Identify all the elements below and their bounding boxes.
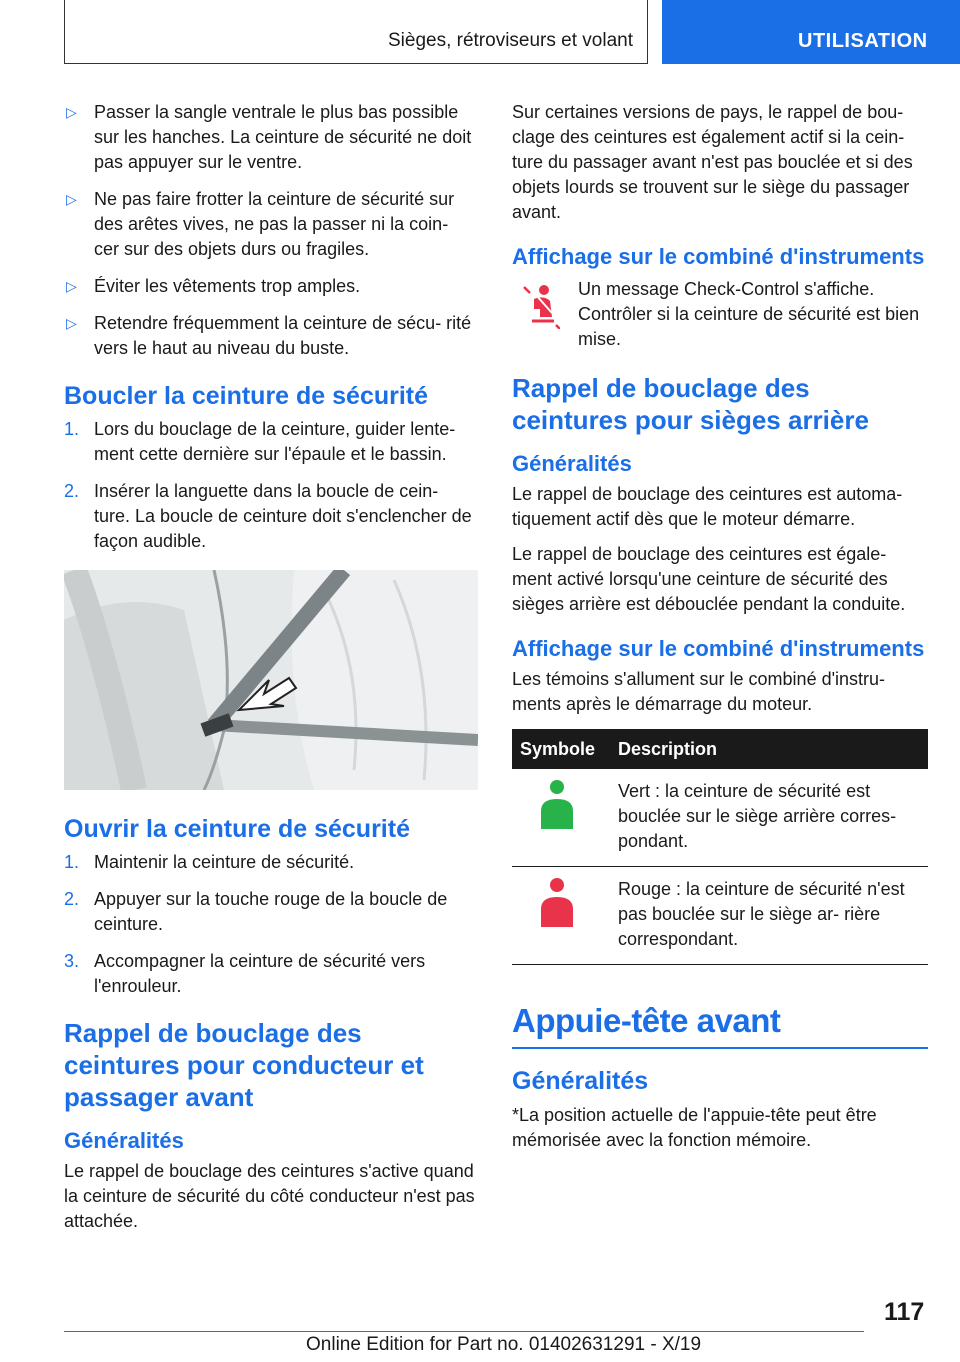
- header-chapter-box: [662, 0, 960, 64]
- body-text: Le rappel de bouclage des ceintures est automa- tiquement actif dès que le moteur démarre.: [512, 484, 903, 529]
- body-text: Le rappel de bouclage des ceintures est égale- ment activé lorsqu'une ceinture de sécurité des sièges arrière est débouclée pendant la conduite.: [512, 544, 906, 614]
- table-row: [512, 867, 928, 965]
- step-item: 2. Appuyer sur la touche rouge de la boucle de ceinture.: [64, 889, 448, 934]
- table-row: [512, 769, 928, 867]
- table-header-description: Description: [610, 729, 928, 769]
- body-text: Sur certaines versions de pays, le rappel de bou- clage des ceintures est également actif si la cein- ture du passager avant n'est pas bouclée et si des objets lourds se trouvent sur le siège du passager avant.: [512, 102, 913, 222]
- body-text: Le rappel de bouclage des ceintures s'active quand la ceinture de sécurité du côté conducteur n'est pas attachée.: [64, 1161, 475, 1231]
- right-column: [512, 100, 928, 1163]
- list-item: ▷ Passer la sangle ventrale le plus bas possible sur les hanches. La ceinture de sécurité ne doit pas appuyer sur le ventre.: [66, 102, 472, 172]
- red-occupant-icon: [539, 877, 575, 929]
- list-item: ▷ Ne pas faire frotter la ceinture de sécurité sur des arêtes vives, ne pas la passer ni la coin- cer sur des objets durs ou fragiles.: [66, 189, 455, 259]
- section-title-reminder-front: Rappel de bouclage des ceintures pour conducteur et passager avant: [64, 1018, 424, 1112]
- seatbelt-warning-icon: [520, 283, 560, 329]
- triangle-bullet-icon: ▷: [66, 278, 77, 294]
- table-cell-symbol: [512, 769, 610, 867]
- page-number: 117: [884, 1298, 925, 1326]
- subsection-title: Généralités: [512, 451, 632, 476]
- seatbelt-illustration: [64, 570, 478, 790]
- step-item: 3. Accompagner la ceinture de sécurité vers l'enrouleur.: [64, 951, 426, 996]
- step-item: 1. Maintenir la ceinture de sécurité.: [64, 852, 355, 872]
- table-header-row: [512, 729, 928, 769]
- subsection-title: Généralités: [64, 1128, 184, 1153]
- body-text: Les témoins s'allument sur le combiné d'instru- ments après le démarrage du moteur.: [512, 669, 886, 714]
- table-cell-symbol: [512, 867, 610, 965]
- footer-edition: Online Edition for Part no. 01402631291 - X/19: [306, 1334, 702, 1355]
- list-item: ▷ Éviter les vêtements trop amples.: [64, 274, 478, 299]
- header-section-title: Sièges, rétroviseurs et volant: [387, 30, 633, 51]
- subsection-title: Affichage sur le combiné d'instruments: [512, 244, 925, 269]
- title-underline: [512, 1047, 928, 1049]
- triangle-bullet-icon: ▷: [66, 191, 77, 207]
- subsection-title: Affichage sur le combiné d'instruments: [512, 636, 925, 661]
- body-text: *La position actuelle de l'appuie-tête peut être mémorisée avec la fonction mémoire.: [512, 1105, 877, 1150]
- step-item: 2. Insérer la languette dans la boucle de cein- ture. La boucle de ceinture doit s'enclencher de façon audible.: [64, 481, 472, 551]
- section-title-reminder-rear: Rappel de bouclage des ceintures pour sièges arrière: [512, 373, 869, 435]
- triangle-bullet-icon: ▷: [66, 315, 77, 331]
- left-column: [64, 100, 478, 1244]
- table-cell-description: Vert : la ceinture de sécurité est bouclée sur le siège arrière corres- pondant.: [610, 769, 928, 867]
- step-item: 1. Lors du bouclage de la ceinture, guider lente- ment cette dernière sur l'épaule et le bassin.: [64, 419, 456, 464]
- header-chapter-title: UTILISATION: [798, 30, 928, 52]
- section-title-fasten: Boucler la ceinture de sécurité: [64, 382, 429, 410]
- subsection-title: Généralités: [512, 1067, 649, 1095]
- seatbelt-photo: [64, 570, 478, 790]
- green-occupant-icon: [539, 779, 575, 831]
- header-section-box: [64, 0, 648, 64]
- symbol-table: [512, 729, 928, 965]
- section-title-open: Ouvrir la ceinture de sécurité: [64, 815, 410, 843]
- triangle-bullet-icon: ▷: [66, 104, 77, 120]
- warning-note: Un message Check-Control s'affiche. Contrôler si la ceinture de sécurité est bien mise.: [512, 277, 928, 352]
- table-cell-description: Rouge : la ceinture de sécurité n'est pas bouclée sur le siège ar- rière correspondant.: [610, 867, 928, 965]
- list-item: ▷ Retendre fréquemment la ceinture de sécu- rité vers le haut au niveau du buste.: [66, 313, 472, 358]
- footer-divider: [64, 1331, 864, 1332]
- table-header-symbol: Symbole: [512, 729, 610, 769]
- chapter-title-headrest: Appuie-tête avant: [512, 1002, 781, 1039]
